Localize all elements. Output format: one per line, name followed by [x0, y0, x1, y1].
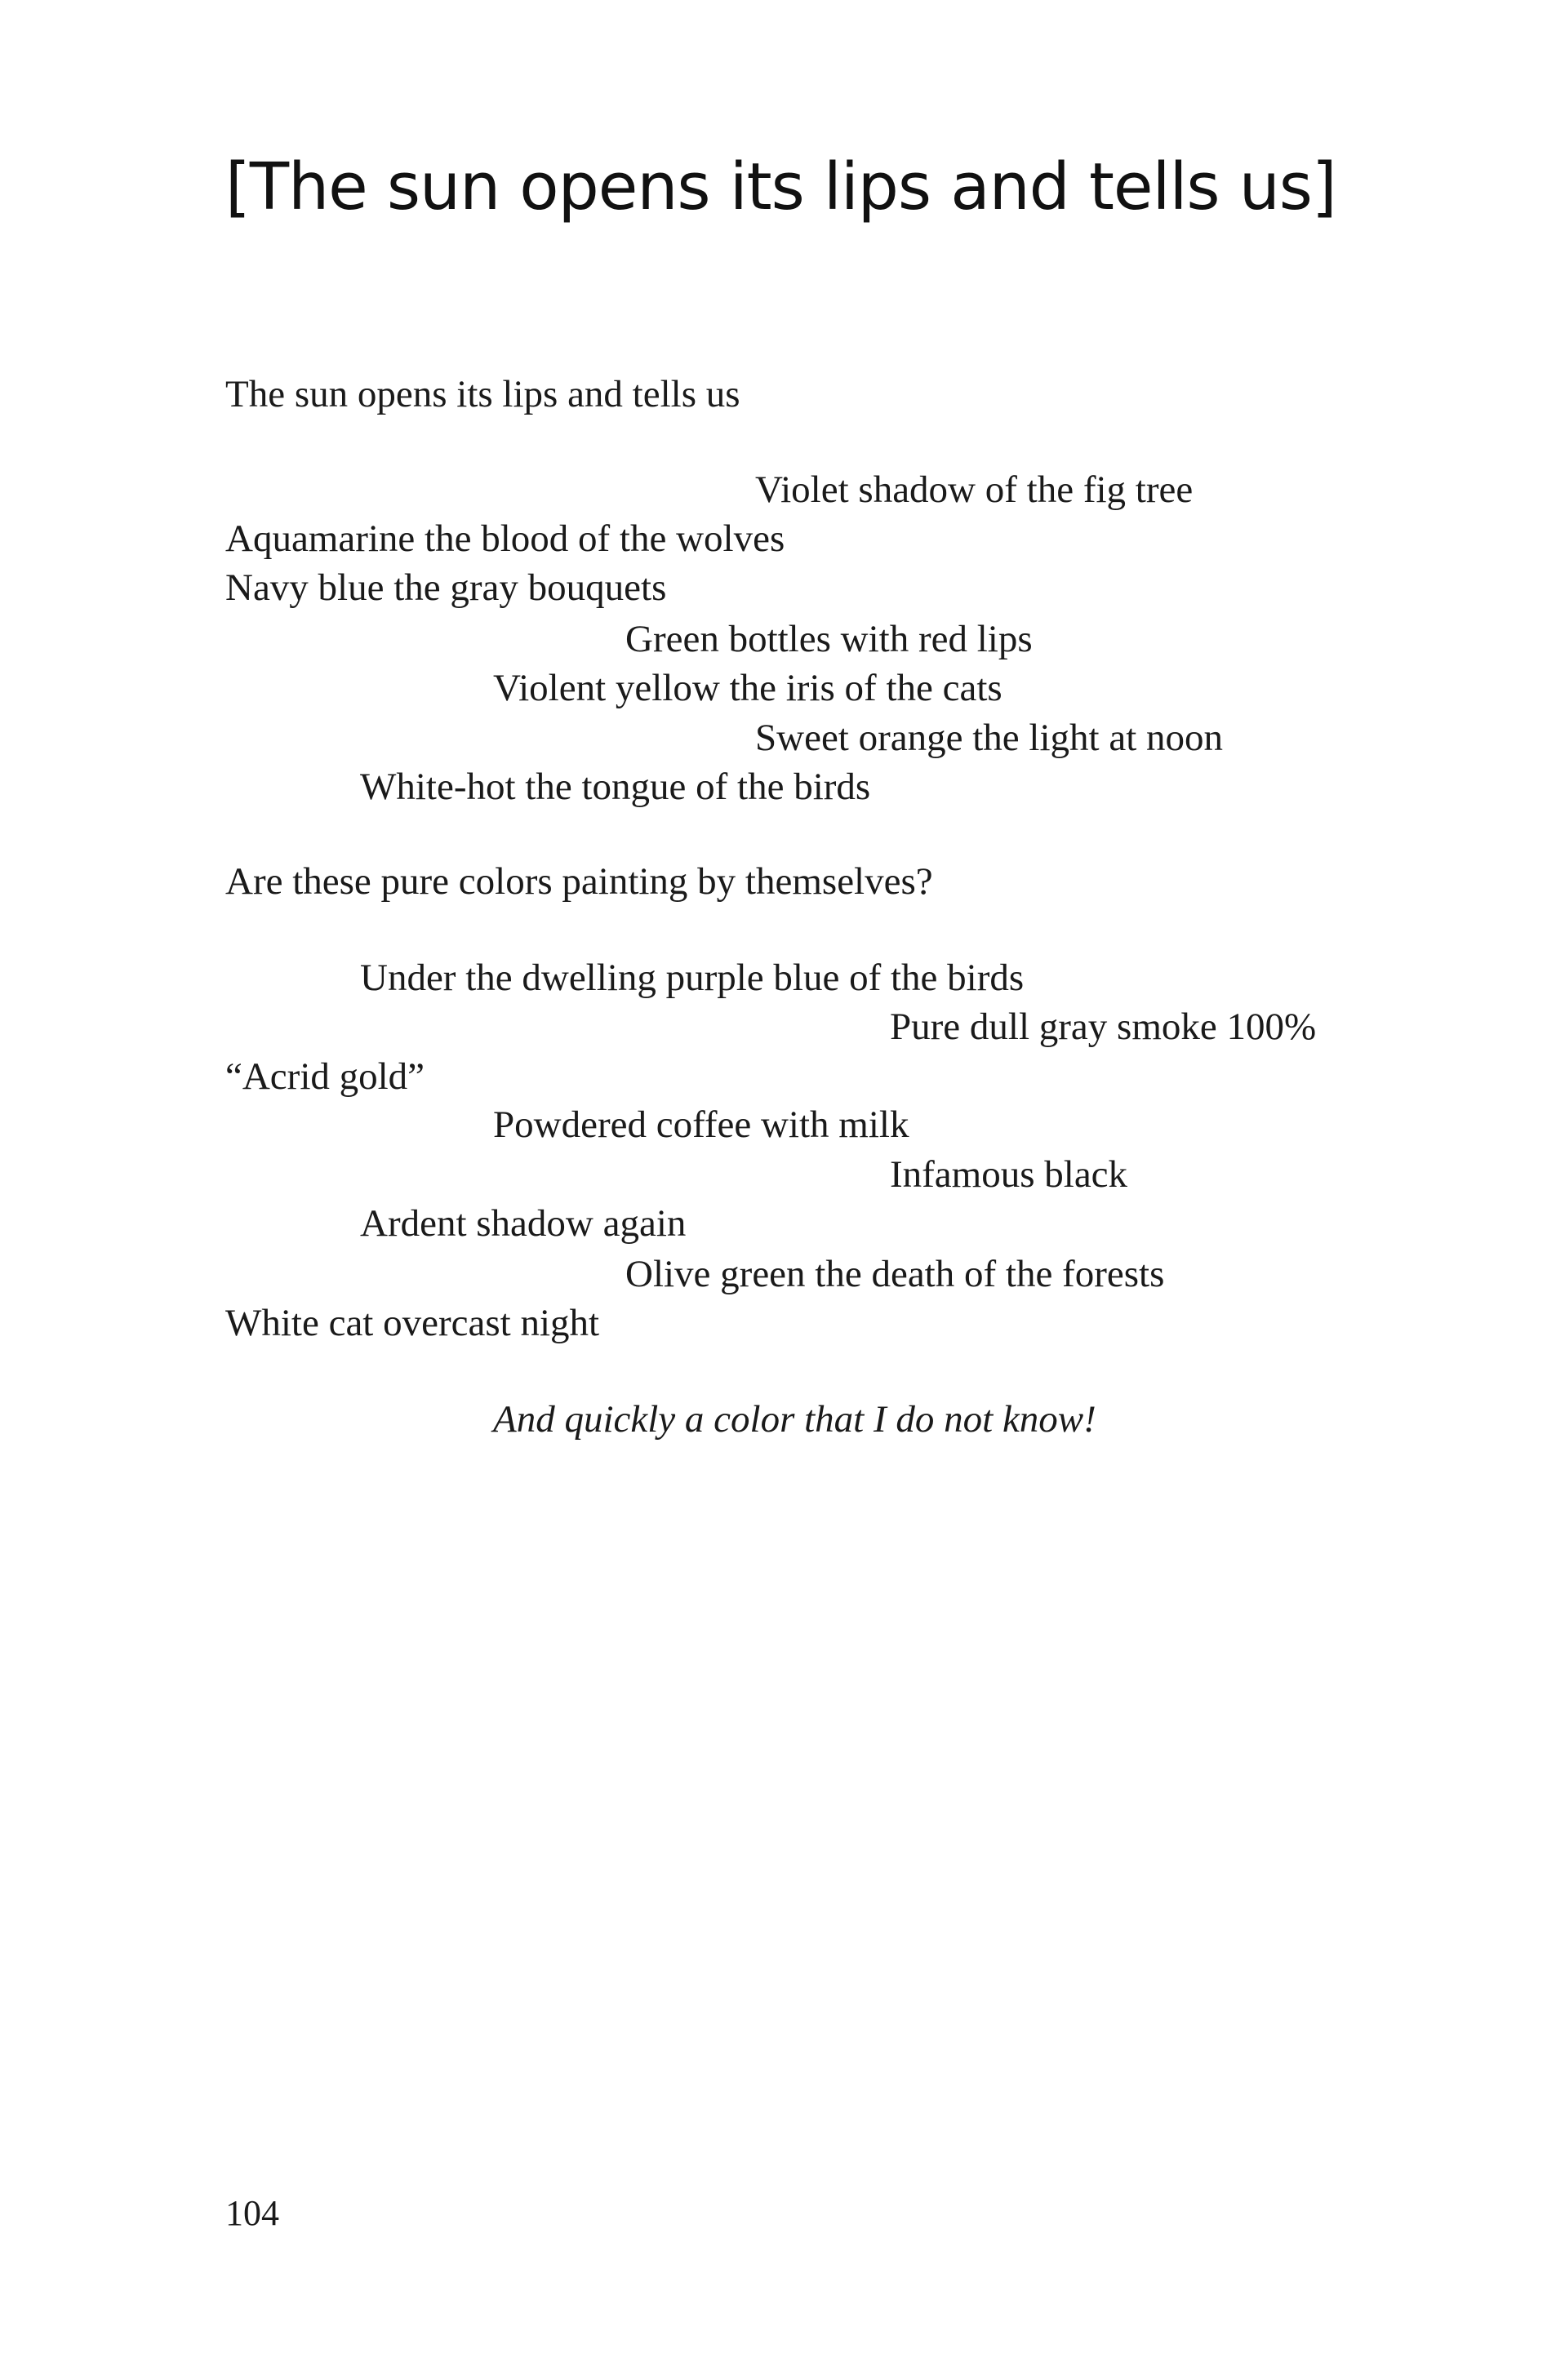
poem-line: Violent yellow the iris of the cats	[493, 667, 1003, 709]
poem-line: Ardent shadow again	[360, 1202, 687, 1245]
poem-line: The sun opens its lips and tells us	[225, 373, 740, 415]
poem-line: Olive green the death of the forests	[625, 1253, 1165, 1295]
poem-line: Violet shadow of the fig tree	[755, 468, 1194, 511]
poem-line: Powdered coffee with milk	[493, 1103, 909, 1146]
poem-closing-line: And quickly a color that I do not know!	[493, 1398, 1096, 1441]
poem-line: “Acrid gold”	[225, 1055, 425, 1098]
poem-title: [The sun opens its lips and tells us]	[225, 149, 1336, 224]
poem-line: Navy blue the gray bouquets	[225, 566, 667, 609]
page-number: 104	[225, 2193, 279, 2233]
poem-line: White cat overcast night	[225, 1302, 600, 1344]
poem-line: Aquamarine the blood of the wolves	[225, 517, 785, 560]
poem-line: White-hot the tongue of the birds	[360, 766, 871, 808]
poem-line: Infamous black	[890, 1153, 1128, 1196]
poem-line: Under the dwelling purple blue of the birds	[360, 957, 1025, 999]
poem-line: Sweet orange the light at noon	[755, 717, 1223, 759]
poem-line: Pure dull gray smoke 100%	[890, 1006, 1317, 1048]
poem-line: Green bottles with red lips	[625, 618, 1033, 660]
poem-line: Are these pure colors painting by themselves?	[225, 860, 933, 903]
